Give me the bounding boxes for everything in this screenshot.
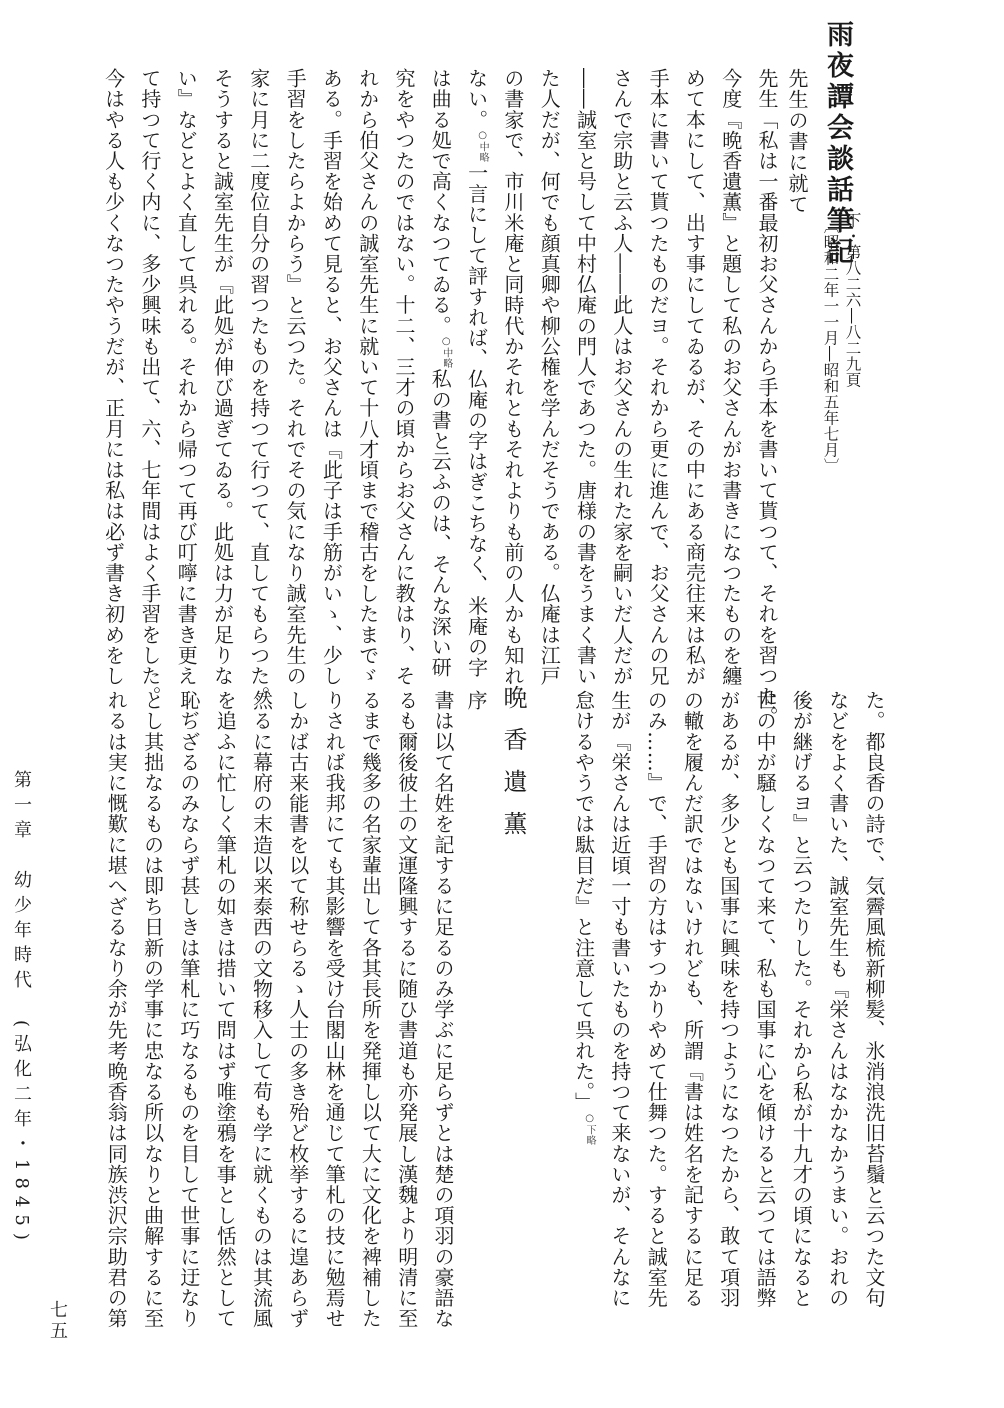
section2-line: 世の中が騒しくなつて来て、私も国事に心を傾けると云つては語弊 [753,690,778,1308]
section2-line: の轍を履んだ訳ではないけれども、所謂『書は姓名を記するに足る [680,690,705,1308]
section1-line: ある。手習を始めて見ると、お父さんは『此子は手筋がいゝ、少し [319,68,344,686]
section2-line: があるが、多少とも国事に興味を持つようになつたから、敢て項羽 [716,690,741,1308]
section1-line: 究をやつたのではない。十二、三才の頃からお父さんに教はり、そ [392,68,416,686]
section3-line: とし其拙なるものは即ち日新の学事に忠なる所以なりと曲解するに至 [140,690,165,1329]
section1-line: の書家で、市川米庵と同時代かそれともそれよりも前の人かも知れ [500,68,525,686]
section3-line: れるは実に慨歎に堪へざるなり余が先考晩香翁は同族渋沢宗助君の第 [104,690,129,1329]
reference-line-1: 下・第八二六―八二九頁 [843,212,862,388]
section1-line: さんで宗助と云ふ人――此人はお父さんの生れた家を嗣いだ人だが [609,68,634,686]
omission-mark: ○下略 [584,1112,596,1146]
section1-line: そうすると誠室先生が『此処が伸び過ぎてゐる。此処は力が足りな [210,68,235,686]
section3-line: しかば古来能書を以て称せらるゝ人士の多き殆ど枚挙するに遑あらず [285,690,310,1329]
omission-mark: ○中略 [477,129,489,163]
section3-line: るも爾後彼土の文運隆興するに随ひ書道も亦発展し漢魏より明清に至 [394,690,419,1329]
section2-line: た。都良香の詩で、気霽風梳新柳髪、氷消浪洗旧苔鬚と云つた文句 [862,690,886,1308]
section1-line: 家に月に二度位自分の習つたものを持つて行つて、直してもらつた。 [246,68,271,707]
section1-line: ――誠室と号して中村仏庵の門人であつた。唐様の書をうまく書い [573,68,598,686]
omission-mark: ○中略 [440,335,452,369]
section1-line: めて本にして、出す事にしてゐるが、その中にある商売往来は私が [682,68,707,686]
reference-line-2: 〔昭和二年一一月―昭和五年七月〕 [821,218,840,474]
section1-line: は曲る処で高くなつてゐる。○中略私の書と云ふのは、そんな深い研 [428,68,453,678]
section2-line: 生が『栄さんは近頃一寸も書いたものを持つて来ないが、そんなに [607,690,632,1308]
section2-line: などをよく書いた、誠室先生も『栄さんはなかなかうまい。おれの [825,690,850,1308]
section1-line: た人だが、何でも顔真卿や柳公権を学んだそうである。仏庵は江戸 [537,68,562,686]
section3-line: 恥ぢざるのみならず甚しきは筆札に巧なるものを目して世事に迂なり [176,690,201,1329]
section1-line: 今度『晩香遺薫』と題して私のお父さんがお書きになつたものを纏 [718,68,743,686]
section1-line: い』などとよく直して呉れる。それから帰つて再び叮嚀に書き更え [174,68,199,686]
section3-line: 書は以て名姓を記するに足るのみ学ぶに足らずとは楚の項羽の豪語な [431,690,455,1329]
section3-line: 然るに幕府の末造以来泰西の文物移入して苟も学に就くものは其流風 [249,690,274,1329]
section1-line: 手本に書いて貰つたものだヨ。それから更に進んで、お父さんの兄 [646,68,671,686]
section1-line: 先生「私は一番最初お父さんから手本を書いて貰つて、それを習つた。 [755,68,779,728]
section1-line: 手習をしたらよからう』と云つた。それでその気になり誠室先生の [283,68,308,686]
section2-line: のみ……』で、手習の方はすつかりやめて仕舞つた。すると誠室先 [644,690,669,1308]
section2-line: 怠けるやうでは駄目だ』と注意して呉れた。」○下略 [571,690,596,1146]
section3-line: りされば我邦にても其影響を受け台閣山林を通じて筆札の技に勉焉せ [322,690,347,1329]
section1-line: 今はやる人も少くなつたやうだが、正月には私は必ず書き初めをし [101,68,126,686]
document-title: 雨夜譚会談話筆記 [822,20,853,268]
section2-line: 後が継げるヨ』と云つたりした。それから私が十九才の頃になると [789,690,814,1308]
chapter-footer: 第一章 幼少年時代 (弘化二年・1845) [11,770,32,1247]
book-title: 晩香遺薫 [499,685,527,853]
section1-line: て持つて行く内に、多少興味も出て、六、七年間はよく手習をした。 [137,68,162,707]
preface-label: 序 [464,690,488,711]
page-number: 七五 [47,1300,68,1342]
section-heading: 先生の書に就て [785,68,809,215]
section1-line: れから伯父さんの誠室先生に就いて十八才頃まで稽古をしたまでゞ [355,68,380,686]
section3-line: るまで幾多の名家輩出して各其長所を発揮し以て大に文化を裨補した [358,690,383,1329]
section1-line: ない。○中略一言にして評すれば、仏庵の字はぎこちなく、米庵の字 [464,68,489,678]
section3-line: を追ふに忙しく筆札の如きは措いて問はず唯塗鴉を事とし恬然として [213,690,238,1329]
